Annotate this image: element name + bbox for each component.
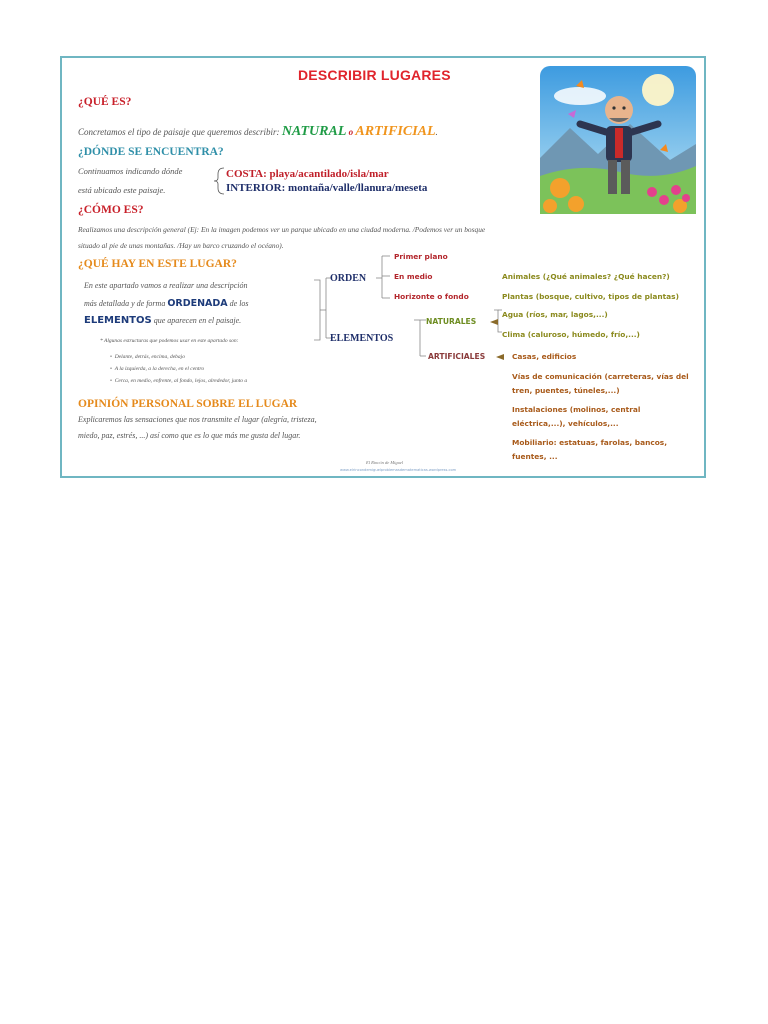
- como-line-2: situado al pie de unas montañas. /Hay un barco cruzando el océano).: [78, 241, 284, 250]
- artificial-label: ARTIFICIAL: [355, 124, 436, 139]
- que-hay-line-3b: que aparecen en el paisaje.: [153, 316, 242, 325]
- como-line-1: Realizamos una descripción general (Ej: En la imagen podemos ver un parque ubicado en una ciudad moderna. /Podemos ver un bosque: [78, 225, 486, 234]
- bullet-text: Cerca, en medio, enfrente, al fondo, lejos, alrededor, junto a: [114, 378, 248, 384]
- donde-line-1: Continuamos indicando dónde: [78, 166, 183, 176]
- orden-item: Horizonte o fondo: [394, 292, 469, 301]
- heading-donde: ¿DÓNDE SE ENCUENTRA?: [78, 146, 224, 158]
- footer-url: www.elrincondemiguelproblemasdematematicas.wordpress.com: [340, 468, 457, 472]
- o-label: o: [348, 127, 354, 137]
- ordenada-word: ORDENADA: [167, 298, 228, 309]
- interior-text: INTERIOR: montaña/valle/llanura/meseta: [226, 182, 428, 194]
- elementos-word: ELEMENTOS: [84, 315, 152, 326]
- que-hay-line-1: En este apartado vamos a realizar una descripción: [84, 281, 248, 290]
- opinion-line-1: Explicaremos las sensaciones que nos transmite el lugar (alegría, tristeza,: [78, 415, 317, 424]
- document-card: [60, 56, 706, 478]
- naturales-label: NATURALES: [426, 317, 477, 326]
- avatar-illustration: [540, 66, 696, 214]
- artificial-item: Instalaciones (molinos, central eléctrica,...), vehículos,...: [512, 405, 641, 428]
- bullet-item: • A la izquierda, a la derecha, en el centro: [110, 366, 205, 372]
- footer-author: El Rincón de Miguel: [366, 460, 404, 465]
- orden-label: ORDEN: [330, 273, 367, 284]
- donde-line-2: está ubicado este paisaje.: [78, 185, 166, 195]
- costa-text: COSTA: playa/acantilado/isla/mar: [226, 168, 389, 180]
- heading-opinion: OPINIÓN PERSONAL SOBRE EL LUGAR: [78, 398, 298, 410]
- que-hay-line-2a: más detallada y de forma: [84, 299, 166, 308]
- artificiales-label: ARTIFICIALES: [428, 352, 486, 361]
- heading-como: ¿CÓMO ES?: [78, 204, 144, 216]
- page-title: DESCRIBIR LUGARES: [298, 67, 451, 83]
- que-hay-line-2c: de los: [229, 299, 249, 308]
- dot: .: [435, 127, 438, 137]
- heading-que-es: ¿QUÉ ES?: [78, 96, 132, 108]
- artificial-item: Mobiliario: estatuas, farolas, bancos, fuentes, ...: [512, 438, 668, 461]
- bullet-item: • Delante, detrás, encima, debajo: [110, 354, 185, 360]
- bullet-item: • Cerca, en medio, enfrente, al fondo, lejos, alrededor, junto a: [110, 378, 248, 384]
- natural-label: NATURAL: [281, 124, 347, 139]
- elementos-label: ELEMENTOS: [330, 333, 394, 344]
- natural-item: Plantas (bosque, cultivo, tipos de plantas): [502, 292, 679, 301]
- artificial-item: Vías de comunicación (carreteras, vías del tren, puentes, túneles,...): [512, 372, 689, 395]
- natural-item: Animales (¿Qué animales? ¿Qué hacen?): [502, 272, 670, 281]
- opinion-line-2: miedo, paz, estrés, ...) así como que es lo que más me gusta del lugar.: [78, 431, 301, 440]
- natural-item: Agua (ríos, mar, lagos,...): [502, 310, 608, 319]
- bullet-text: A la izquierda, a la derecha, en el centro: [114, 366, 205, 372]
- bullet-text: Delante, detrás, encima, debajo: [114, 354, 185, 360]
- artificial-item: Casas, edificios: [512, 352, 577, 361]
- que-es-description: Concretamos el tipo de paisaje que queremos describir:: [78, 127, 280, 137]
- natural-item: Clima (caluroso, húmedo, frío,...): [502, 330, 640, 339]
- orden-item: Primer plano: [394, 252, 448, 261]
- orden-item: En medio: [394, 272, 433, 281]
- heading-que-hay: ¿QUÉ HAY EN ESTE LUGAR?: [78, 258, 237, 270]
- structures-note: * Algunas estructuras que podemos usar en este apartado son:: [100, 338, 239, 344]
